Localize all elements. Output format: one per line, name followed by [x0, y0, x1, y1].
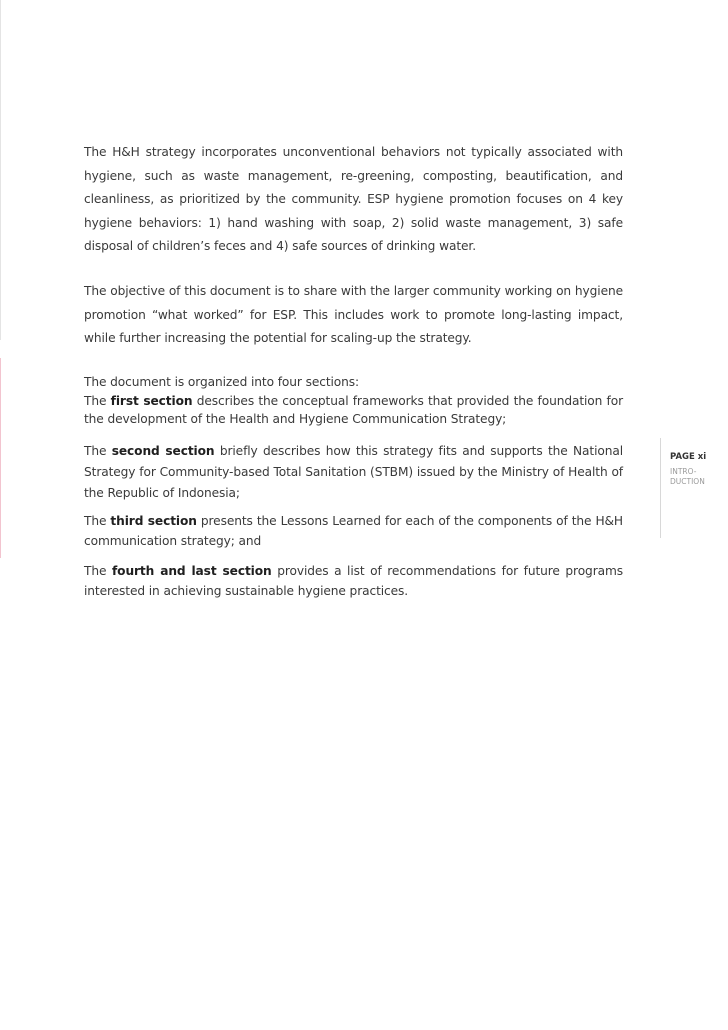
chapter-label: INTRO- DUCTION [670, 467, 705, 486]
page-number-label: PAGE xi [670, 452, 707, 462]
first-section-prefix: The [84, 393, 111, 408]
page-sidebar [670, 452, 725, 487]
third-section-description: presents the Lessons Learned for each of the components of the H&H communication strategy; and [84, 514, 623, 548]
page-edge-rule [0, 0, 1, 340]
page-edge-accent-rule [0, 358, 1, 558]
fourth-section-paragraph [84, 561, 623, 601]
second-section-paragraph [84, 441, 623, 504]
first-section-description: describes the conceptual frameworks that provided the foundation for the development of the Health and Hygiene Communication Strategy; [84, 393, 624, 426]
sections-overview-intro: The document is organized into four sections: [84, 375, 360, 389]
second-section-emphasis: second section [111, 444, 215, 458]
intro-paragraph-objective: The objective of this document is to share with the larger community working on hygiene promotion “what worked” for ESP. This includes work to promote long-lasting impact, while further increasing the potential for scaling-up the strategy. [84, 284, 623, 345]
fourth-section-description: provides a list of recommendations for future programs interested in achieving sustainable hygiene practices. [84, 564, 623, 598]
third-section-emphasis: third section [110, 514, 197, 528]
second-section-prefix: The [84, 444, 112, 458]
fourth-section-prefix: The [84, 564, 112, 578]
sections-overview-paragraph [84, 373, 623, 429]
second-section-description: briefly describes how this strategy fits and supports the National Strategy for Community-based Total Sanitation (STBM) issued by the Ministry of Health of the Republic of Indonesia; [84, 444, 623, 500]
sidebar-divider [660, 438, 661, 538]
intro-paragraph-strategy: The H&H strategy incorporates unconventional behaviors not typically associated with hygiene, such as waste management, re-greening, composting, beautification, and cleanliness, as prioritized by the community. ESP hygiene promotion focuses on 4 key hygiene behaviors: 1) hand washing with soap, 2) solid waste management, 3) safe disposal of children’s feces and 4) safe sources of drinking water. [84, 145, 623, 253]
third-section-prefix: The [84, 514, 111, 528]
first-section-emphasis: first section [110, 393, 193, 408]
fourth-section-emphasis: fourth and last section [111, 564, 272, 578]
third-section-paragraph [84, 511, 623, 551]
